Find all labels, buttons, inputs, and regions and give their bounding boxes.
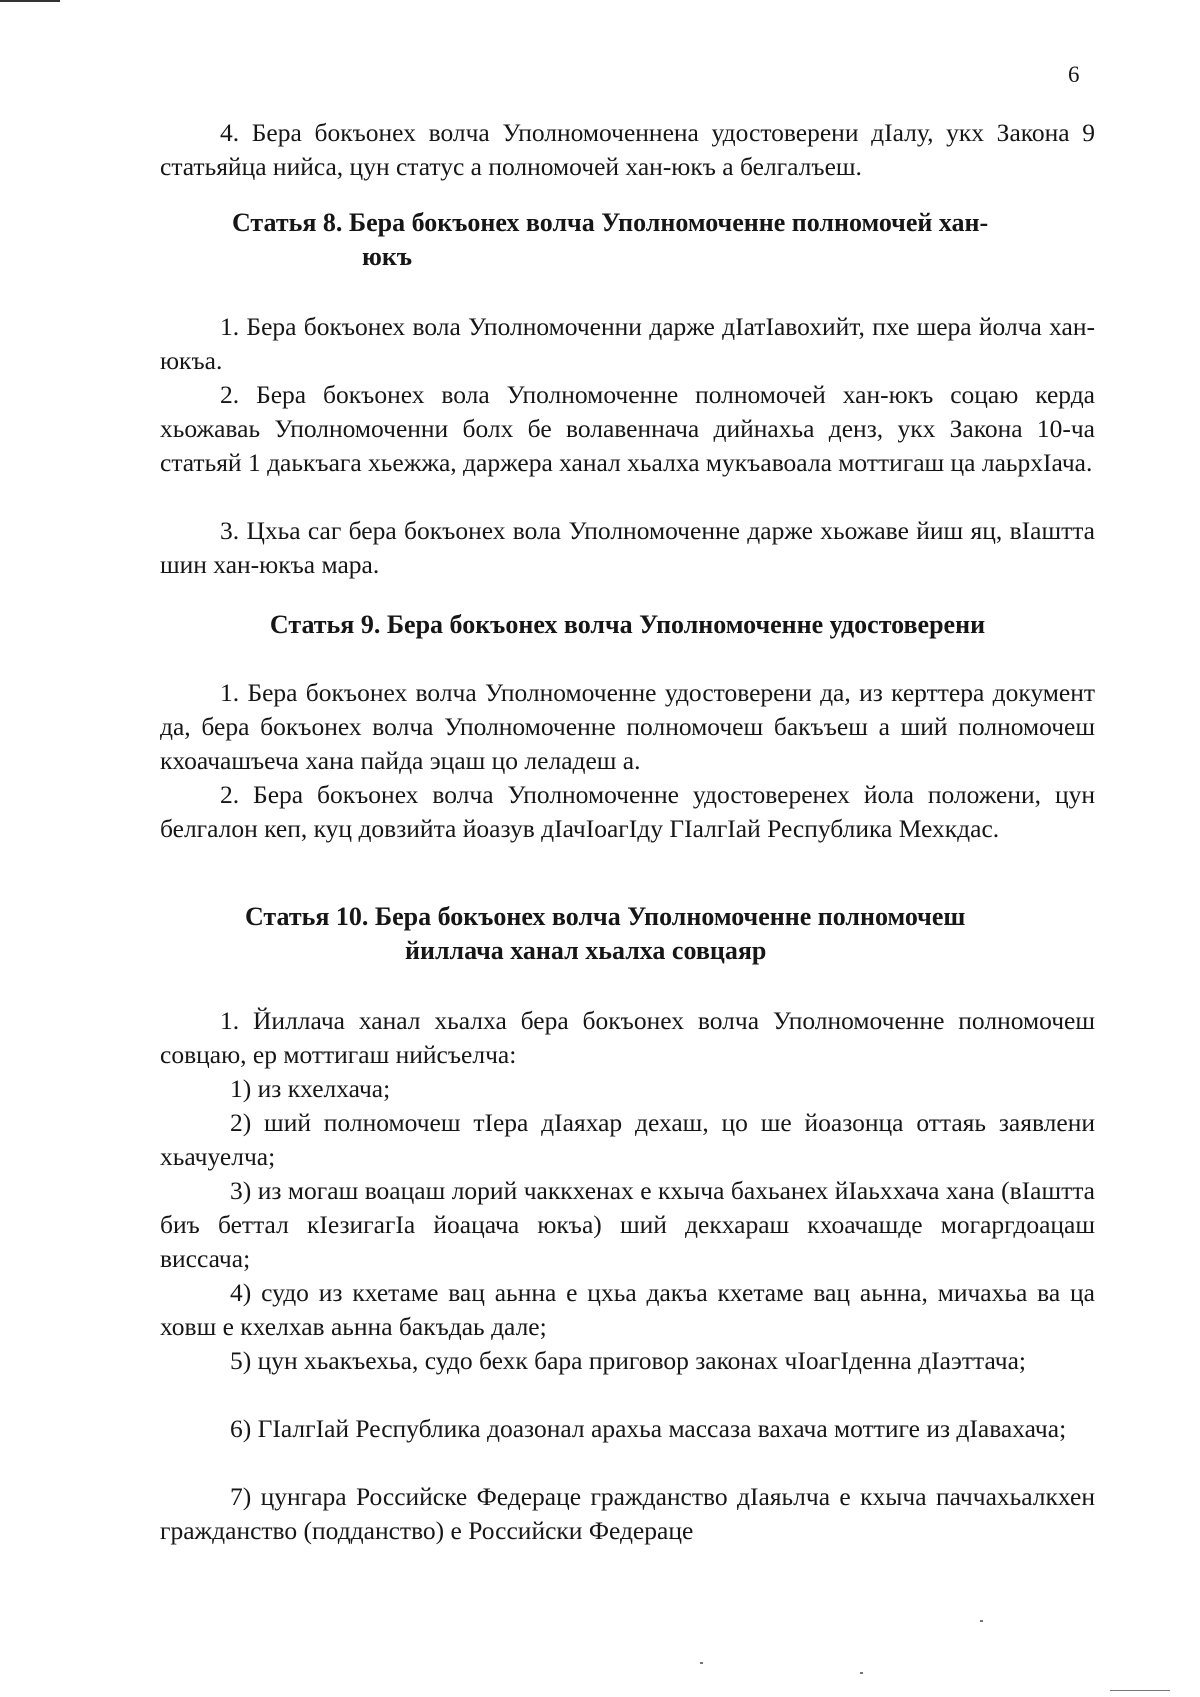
scan-speck [700, 1662, 703, 1664]
article8-title-line1: Статья 8. Бера бокъонех волча Уполномоченне полномочей хан- [232, 208, 989, 237]
article10-item-3: 3) из могаш воацаш лорий чаккхенах е кхыча бахьанех йIаьххача хана (вIаштта биъ беттал кIезигагIа йоацача юкъа) ший декхараш кхоачашде могаргдоацаш виссача; [160, 1176, 1095, 1273]
article9-paragraph-2: 2. Бера бокъонех волча Уполномоченне удостоверенех йола положени, цун белгалон кеп, куц довзийта йоазув дIачIоагIду ГIалгIай Республика Мехкдас. [160, 780, 1095, 843]
article10-item-6: 6) ГIалгIай Республика доазонал арахьа массаза вахача моттиге из дIавахача; [230, 1414, 1067, 1443]
scan-edge-mark [1110, 1690, 1170, 1691]
article10-item-7: 7) цунгара Российске Федераце гражданство дIаяьлча е кхыча паччахьалкхен гражданство (подданство) е Российски Федераце [160, 1482, 1095, 1545]
scan-edge-line [0, 0, 60, 2]
article10-title-line1: Статья 10. Бера бокъонех волча Уполномоченне полномочеш [245, 902, 966, 931]
intro-paragraph: 4. Бера бокъонех волча Уполномоченнена удостоверени дIалу, укх Закона 9 статьяйца нийса, цун статус а полномочей хан-юкъ а белгалъеш. [160, 118, 1095, 181]
article8-paragraph-1: 1. Бера бокъонех вола Уполномоченни дарже дIатIавохийт, пхе шера йолча хан-юкъа. [160, 312, 1095, 375]
article8-title-line2: юкъ [362, 242, 413, 271]
article10-item-5: 5) цун хьакъехьа, судо бехк бара приговор законах чIоагIденна дIаэттача; [230, 1346, 1026, 1375]
article8-paragraph-2: 2. Бера бокъонех вола Уполномоченне полномочей хан-юкъ соцаю керда хьожаваь Уполномоченни болх бе волавеннача дийнахьа денз, укх Закона 10-ча статьяй 1 даькъага хьежжа, даржера ханал хьалха мукъавоала моттигаш ца лаьрхIача. [160, 380, 1095, 477]
article10-item-1: 1) из кхелхача; [230, 1074, 391, 1103]
scan-speck [980, 1620, 983, 1622]
article10-item-4: 4) судо из кхетаме вац аьнна е цхьа дакъа кхетаме вац аьнна, мичахьа ва ца ховш е кхелхав аьнна бакъдаь дале; [160, 1278, 1095, 1341]
article10-title-line2: йиллача ханал хьалха совцаяр [405, 936, 767, 965]
article8-title [232, 206, 1097, 274]
article8-paragraph-3: 3. Цхьа саг бера бокъонех вола Уполномоченне дарже хьожаве йиш яц, вIаштта шин хан-юкъа мара. [160, 516, 1095, 579]
article9-paragraph-1: 1. Бера бокъонех волча Уполномоченне удостоверени да, из керттера документ да, бера бокъонех волча Уполномоченне полномочеш бакъъеш а ший полномочеш кхоачашъеча хана пайда эцаш цо леладеш а. [160, 678, 1095, 775]
article10-title [245, 900, 1095, 968]
page-number: 6 [1068, 62, 1080, 87]
article9-title: Статья 9. Бера бокъонех волча Уполномоченне удостоверени [269, 610, 986, 639]
article10-item-2: 2) ший полномочеш тIера дIаяхар дехаш, цо ше йоазонца оттаяь заявлени хьачуелча; [160, 1108, 1095, 1171]
article10-intro: 1. Йиллача ханал хьалха бера бокъонех волча Уполномоченне полномочеш совцаю, ер моттигаш нийсъелча: [160, 1006, 1095, 1069]
scan-speck [860, 1672, 863, 1674]
